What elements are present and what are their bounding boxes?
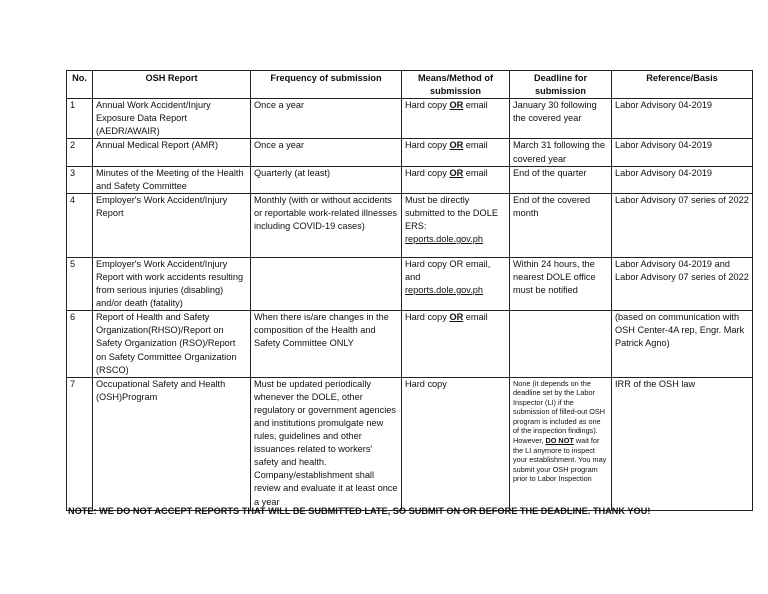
cell-report: Employer's Work Accident/Injury Report — [93, 193, 251, 257]
cell-report: Annual Medical Report (AMR) — [93, 139, 251, 166]
cell-reference: Labor Advisory 07 series of 2022 — [612, 193, 753, 257]
cell-frequency: Quarterly (at least) — [251, 166, 402, 193]
header-frequency: Frequency of submission — [251, 71, 402, 99]
cell-deadline — [510, 311, 612, 377]
cell-deadline: March 31 following the covered year — [510, 139, 612, 166]
cell-means: Hard copy OR email — [402, 99, 510, 139]
table-row — [67, 99, 753, 139]
cell-no: 3 — [67, 166, 93, 193]
cell-deadline: End of the covered month — [510, 193, 612, 257]
cell-reference: IRR of the OSH law — [612, 377, 753, 510]
osh-report-table — [66, 70, 753, 511]
cell-no: 6 — [67, 311, 93, 377]
cell-frequency: Once a year — [251, 139, 402, 166]
cell-no: 1 — [67, 99, 93, 139]
header-osh-report: OSH Report — [93, 71, 251, 99]
header-means: Means/Method of submission — [402, 71, 510, 99]
cell-frequency: Must be updated periodically whenever the DOLE, other regulatory or government agencies and institutions promulgate new rules, guidelines and other issuances related to workers' safety and health. Company/establishment shall review and evaluate it at least once a year — [251, 377, 402, 510]
cell-reference: Labor Advisory 04-2019 — [612, 166, 753, 193]
late-submission-note: NOTE: WE DO NOT ACCEPT REPORTS THAT WILL BE SUBMITTED LATE, SO SUBMIT ON OR BEFORE THE DEADLINE. THANK YOU! — [68, 506, 651, 516]
cell-no: 4 — [67, 193, 93, 257]
table-row — [67, 139, 753, 166]
cell-means: Hard copy OR email — [402, 139, 510, 166]
cell-no: 7 — [67, 377, 93, 510]
cell-report: Annual Work Accident/Injury Exposure Data Report (AEDR/AWAIR) — [93, 99, 251, 139]
cell-deadline: Within 24 hours, the nearest DOLE office must be notified — [510, 257, 612, 310]
cell-report: Occupational Safety and Health (OSH)Program — [93, 377, 251, 510]
header-deadline: Deadline for submission — [510, 71, 612, 99]
cell-deadline: End of the quarter — [510, 166, 612, 193]
cell-means: Must be directly submitted to the DOLE ERS: reports.dole.gov.ph — [402, 193, 510, 257]
header-no: No. — [67, 71, 93, 99]
cell-means: Hard copy OR email, and reports.dole.gov.ph — [402, 257, 510, 310]
cell-deadline: January 30 following the covered year — [510, 99, 612, 139]
table-header-row — [67, 71, 753, 99]
cell-no: 2 — [67, 139, 93, 166]
cell-means: Hard copy OR email — [402, 311, 510, 377]
cell-means: Hard copy — [402, 377, 510, 510]
table-row — [67, 311, 753, 377]
cell-report: Report of Health and Safety Organization(RHSO)/Report on Safety Organization (RSO)/Report on Safety Committee Organization (RSCO) — [93, 311, 251, 377]
cell-report: Employer's Work Accident/Injury Report with work accidents resulting from serious injuries (disabling) and/or death (fatality) — [93, 257, 251, 310]
cell-deadline: None (it depends on the deadline set by the Labor Inspector (LI) if the submission of filled-out OSH program is included as one of the inspection findings). However, DO NOT wait for the LI anymore to inspect your establishment. You may submit your OSH program prior to Labor Inspection — [510, 377, 612, 510]
cell-reference: Labor Advisory 04-2019 and Labor Advisory 07 series of 2022 — [612, 257, 753, 310]
cell-reference: (based on communication with OSH Center-4A rep, Engr. Mark Patrick Agno) — [612, 311, 753, 377]
table-row — [67, 377, 753, 510]
table-row — [67, 193, 753, 257]
cell-frequency: When there is/are changes in the composition of the Health and Safety Committee ONLY — [251, 311, 402, 377]
cell-frequency — [251, 257, 402, 310]
header-reference: Reference/Basis — [612, 71, 753, 99]
dole-ers-link[interactable]: reports.dole.gov.ph — [405, 234, 483, 245]
cell-frequency: Monthly (with or without accidents or reportable work-related illnesses including COVID-19 cases) — [251, 193, 402, 257]
cell-report: Minutes of the Meeting of the Health and Safety Committee — [93, 166, 251, 193]
cell-no: 5 — [67, 257, 93, 310]
table-row — [67, 257, 753, 310]
dole-ers-link[interactable]: reports.dole.gov.ph — [405, 285, 483, 296]
cell-reference: Labor Advisory 04-2019 — [612, 139, 753, 166]
table-row — [67, 166, 753, 193]
cell-means: Hard copy OR email — [402, 166, 510, 193]
cell-reference: Labor Advisory 04-2019 — [612, 99, 753, 139]
cell-frequency: Once a year — [251, 99, 402, 139]
